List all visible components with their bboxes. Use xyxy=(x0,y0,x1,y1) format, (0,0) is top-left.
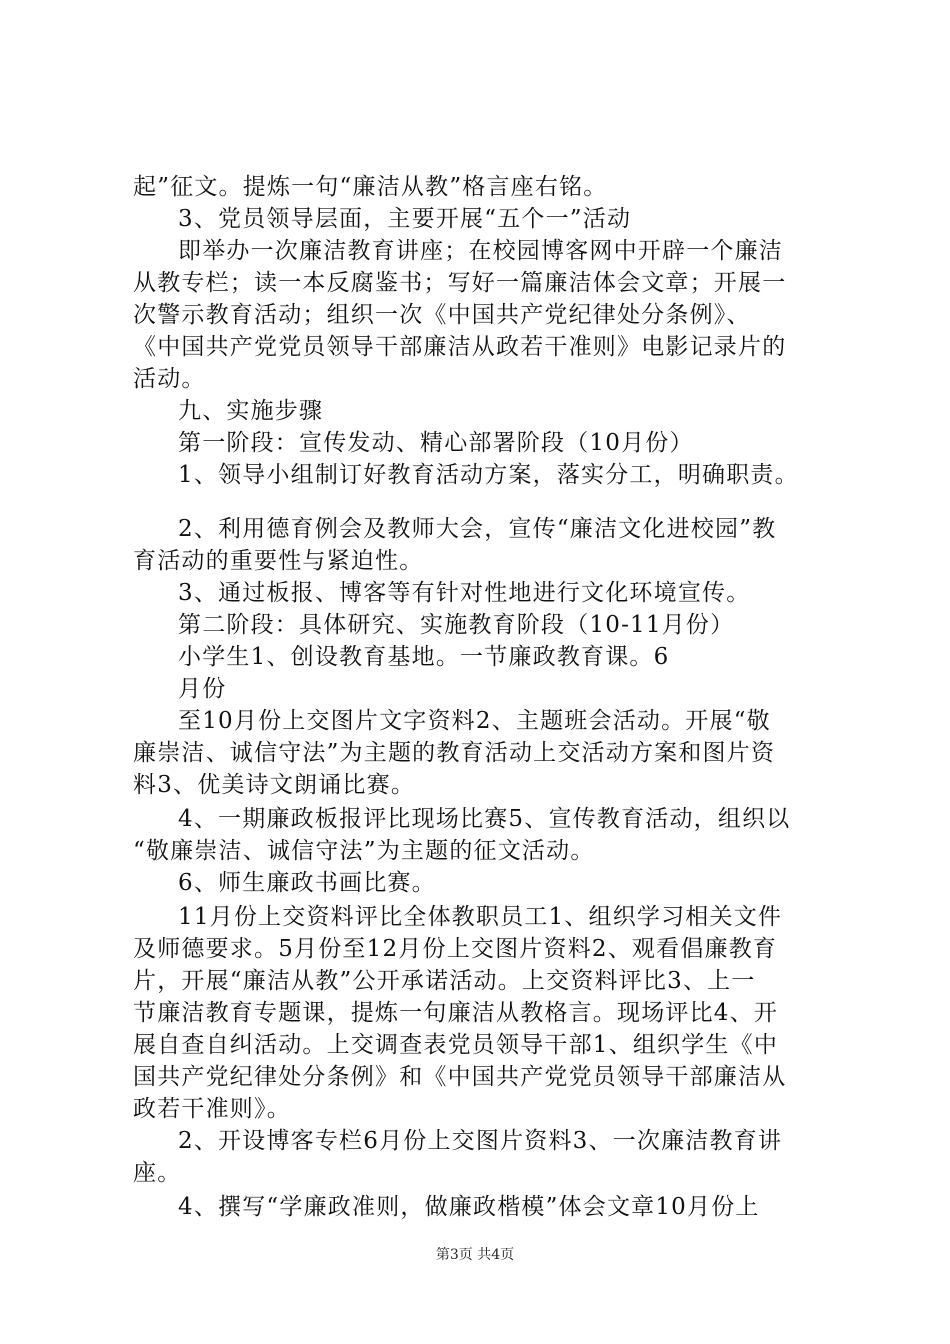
text-line: 次警示教育活动；组织一次《中国共产党纪律处分条例》、 xyxy=(133,302,751,328)
text-line: 3、通过板报、博客等有针对性地进行文化环境宣传。 xyxy=(178,580,751,606)
text-line: 展自查自纠活动。上交调查表党员领导干部1、组织学生《中 xyxy=(133,1032,779,1058)
text-line: 第一阶段：宣传发动、精心部署阶段（10月份） xyxy=(178,430,694,456)
text-line: 片，开展“廉洁从教”公开承诺活动。上交资料评比3、上一 xyxy=(133,968,756,994)
text-line: 国共产党纪律处分条例》和《中国共产党党员领导干部廉洁从 xyxy=(133,1064,787,1090)
text-line: 4、一期廉政板报评比现场比赛5、宣传教育活动，组织以 xyxy=(178,806,791,832)
text-line: 1、领导小组制订好教育活动方案，落实分工，明确职责。 xyxy=(178,462,799,488)
text-line: 2、开设博客专栏6月份上交图片资料3、一次廉洁教育讲 xyxy=(178,1128,783,1154)
text-line: 《中国共产党党员领导干部廉洁从政若干准则》电影记录片的 xyxy=(133,334,787,360)
text-line: 节廉洁教育专题课，提炼一句廉洁从教格言。现场评比4、开 xyxy=(133,1000,779,1026)
text-line: 至10月份上交图片文字资料2、主题班会活动。开展“敬 xyxy=(178,708,771,734)
text-line: 政若干准则》。 xyxy=(133,1096,291,1122)
text-line: 4、撰写“学廉政准则，做廉政楷模”体会文章10月份上 xyxy=(178,1194,760,1220)
text-line: 起”征文。提炼一句“廉洁从教”格言座右铭。 xyxy=(133,174,608,200)
text-line: 座。 xyxy=(133,1160,182,1186)
text-line: 2、利用德育例会及教师大会，宣传“廉洁文化进校园”教 xyxy=(178,516,777,542)
text-line: 及师德要求。5月份至12月份上交图片资料2、观看倡廉教育 xyxy=(133,936,778,962)
text-line: 月份 xyxy=(178,676,227,702)
page-footer: 第3页 共4页 xyxy=(435,1247,515,1263)
text-line: 育活动的重要性与紧迫性。 xyxy=(133,548,424,574)
text-line: 从教专栏；读一本反腐鉴书；写好一篇廉洁体会文章；开展一 xyxy=(133,270,787,296)
text-line: 11月份上交资料评比全体教职员工1、组织学习相关文件 xyxy=(178,904,783,930)
text-line: 6、师生廉政书画比赛。 xyxy=(178,870,436,896)
text-line: “敬廉崇洁、诚信守法”为主题的征文活动。 xyxy=(133,838,595,864)
text-line: 料3、优美诗文朗诵比赛。 xyxy=(133,772,416,798)
text-line: 小学生1、创设教育基地。一节廉政教育课。6 xyxy=(178,644,670,670)
text-line: 廉崇洁、诚信守法”为主题的教育活动上交活动方案和图片资 xyxy=(133,740,776,766)
section-heading: 九、实施步骤 xyxy=(178,398,324,424)
text-line: 第二阶段：具体研究、实施教育阶段（10-11月份） xyxy=(178,612,735,638)
text-line: 3、党员领导层面，主要开展“五个一”活动 xyxy=(178,206,632,232)
text-line: 即举办一次廉洁教育讲座；在校园博客网中开辟一个廉洁 xyxy=(178,238,783,264)
text-line: 活动。 xyxy=(133,366,206,392)
